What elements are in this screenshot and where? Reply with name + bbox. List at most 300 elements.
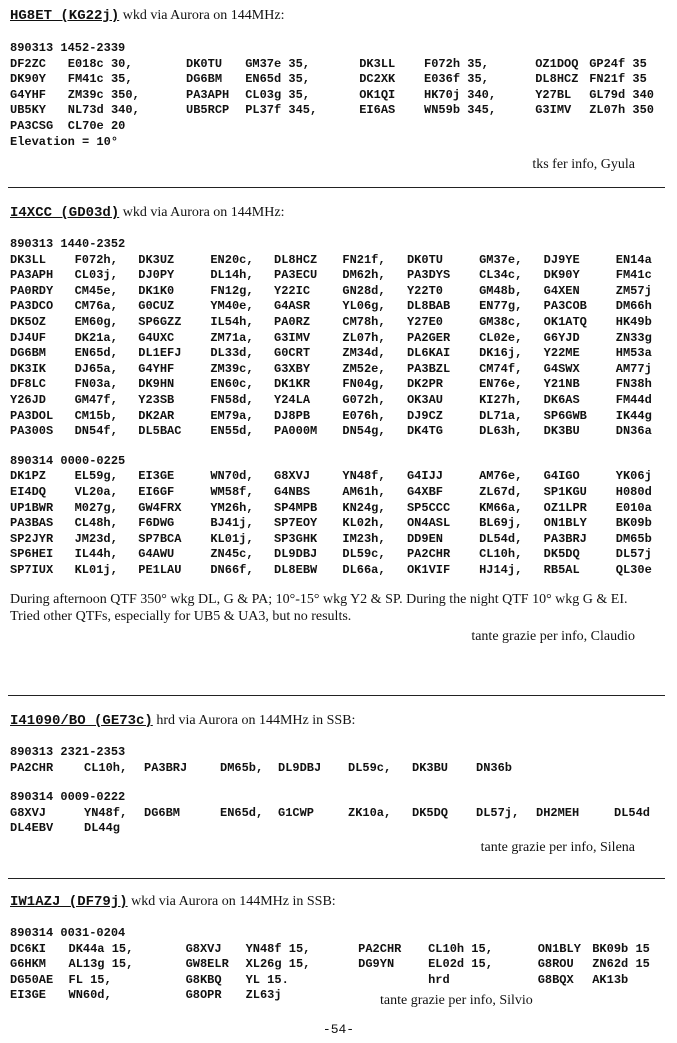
locator-cell: DJ65a, bbox=[74, 361, 118, 376]
section-divider bbox=[8, 695, 665, 696]
locator-cell: ZL67d, bbox=[479, 484, 523, 499]
callsign-cell: Y27E0 bbox=[406, 314, 443, 329]
callsign-cell: DG6BM bbox=[10, 346, 47, 361]
locator-cell: KN24g, bbox=[342, 500, 386, 515]
qso-row bbox=[10, 57, 665, 73]
callsign-cell: DL4EBV bbox=[10, 821, 54, 836]
callsign-cell: F6DWG bbox=[138, 516, 175, 531]
callsign-cell: DH2MEH bbox=[536, 805, 580, 820]
locator-cell: FM44d bbox=[615, 392, 652, 407]
locator-cell: FN04g, bbox=[342, 377, 386, 392]
locator-cell: AM61h, bbox=[342, 484, 386, 499]
callsign-cell: OK1QI bbox=[359, 87, 396, 102]
locator-cell: FN12g, bbox=[210, 283, 254, 298]
callsign-cell: PA3BZL bbox=[406, 361, 451, 376]
locator-cell: HJ14j, bbox=[479, 562, 523, 577]
locator-cell: GM37e 35, bbox=[245, 56, 310, 71]
locator-cell: DM62h, bbox=[342, 268, 386, 283]
locator-cell: EN65d, bbox=[220, 805, 264, 820]
callsign-cell: PE1LAU bbox=[138, 562, 182, 577]
locator-cell: DN66f, bbox=[210, 562, 254, 577]
qso-row bbox=[10, 469, 665, 485]
callsign-cell: PA300S bbox=[10, 424, 54, 439]
qso-row bbox=[10, 563, 665, 579]
locator-cell: ZM39c, bbox=[210, 361, 254, 376]
callsign-cell: DK2AR bbox=[138, 408, 175, 423]
callsign-cell: DK0TU bbox=[406, 252, 443, 267]
locator-cell: F072h 35, bbox=[424, 56, 489, 71]
locator-cell: H080d bbox=[615, 484, 652, 499]
locator-cell: DM65b bbox=[615, 531, 652, 546]
locator-cell: DK44a 15, bbox=[68, 941, 134, 956]
session-header: 890313 1452-2339 bbox=[10, 41, 126, 55]
locator-cell: GN28d, bbox=[342, 283, 386, 298]
session-header: 890314 0000-0225 bbox=[10, 453, 126, 468]
callsign-cell: PA3APH bbox=[186, 87, 230, 102]
locator-cell: DM66h bbox=[615, 299, 652, 314]
callsign-cell: DK1K0 bbox=[138, 283, 175, 298]
section-title bbox=[10, 894, 665, 910]
locator-cell: FM41c bbox=[615, 268, 652, 283]
callsign-cell: SP7EOY bbox=[274, 516, 318, 531]
locator-cell: CL34c, bbox=[479, 268, 523, 283]
locator-cell: CM78h, bbox=[342, 314, 386, 329]
locator-cell: IL54h, bbox=[210, 314, 254, 329]
callsign-cell: DK6AS bbox=[543, 392, 580, 407]
thanks-line: tante grazie per info, Claudio bbox=[471, 629, 635, 645]
callsign-cell: OZ1LPR bbox=[543, 500, 587, 515]
callsign-cell: SP3GHK bbox=[274, 531, 318, 546]
callsign-cell: Y22T0 bbox=[406, 283, 443, 298]
locator-cell: ZL07h 350 bbox=[589, 103, 654, 118]
callsign-cell: PA000M bbox=[274, 424, 318, 439]
locator-cell: ZK10a, bbox=[348, 805, 392, 820]
callsign-cell: DL8HCZ bbox=[274, 252, 318, 267]
callsign-cell: G4ASR bbox=[274, 299, 311, 314]
locator-cell: YN48f 15, bbox=[245, 941, 311, 956]
locator-cell: YN48f, bbox=[84, 805, 128, 820]
callsign-cell: PA2CHR bbox=[406, 547, 451, 562]
title-text: wkd via Aurora on 144MHz: bbox=[119, 205, 285, 220]
callsign-cell: DJ9CZ bbox=[406, 408, 443, 423]
qso-table bbox=[10, 57, 665, 135]
qso-row bbox=[10, 377, 665, 393]
locator-cell: CM74f, bbox=[479, 361, 523, 376]
locator-cell: DL59c, bbox=[342, 547, 386, 562]
callsign-cell: DK3IK bbox=[10, 361, 47, 376]
locator-cell: CM45e, bbox=[74, 283, 118, 298]
callsign-cell: DK90Y bbox=[543, 268, 580, 283]
locator-cell: ZL07h, bbox=[342, 330, 386, 345]
callsign-cell: PA3APH bbox=[10, 268, 54, 283]
callsign-cell: DK90Y bbox=[10, 72, 47, 87]
callsign-cell: DK3LL bbox=[359, 56, 396, 71]
locator-cell: BK09b bbox=[615, 516, 652, 531]
callsign-cell: G3XBY bbox=[274, 361, 311, 376]
locator-cell: YL06g, bbox=[342, 299, 386, 314]
locator-cell: KL01j, bbox=[74, 562, 118, 577]
locator-cell: DM65b, bbox=[220, 760, 264, 775]
callsign-cell: Y21NB bbox=[543, 377, 580, 392]
locator-cell: KI27h, bbox=[479, 392, 523, 407]
section-title bbox=[10, 713, 665, 729]
locator-cell: QL30e bbox=[615, 562, 652, 577]
locator-cell: DK16j, bbox=[479, 346, 523, 361]
locator-cell: DL63h, bbox=[479, 424, 523, 439]
callsign-cell: PA3DOL bbox=[10, 408, 54, 423]
callsign-cell: PA3DCO bbox=[10, 299, 54, 314]
locator-cell: FN58d, bbox=[210, 392, 254, 407]
callsign-cell: DK3LL bbox=[10, 252, 47, 267]
callsign-cell: ON4ASL bbox=[406, 516, 451, 531]
callsign-cell: GW8ELR bbox=[185, 957, 229, 972]
locator-cell: EN65d, bbox=[74, 346, 118, 361]
callsign-cell: G4XEN bbox=[543, 283, 580, 298]
locator-cell: GM37e, bbox=[479, 252, 523, 267]
callsign-cell bbox=[535, 119, 589, 135]
callsign-cell: DK1PZ bbox=[10, 469, 47, 484]
locator-cell: AK13b bbox=[592, 972, 629, 987]
section-divider bbox=[8, 187, 665, 188]
callsign-cell: PA2CHR bbox=[358, 941, 402, 956]
locator-cell: DN36a bbox=[615, 424, 652, 439]
locator-cell: DK21a, bbox=[74, 330, 118, 345]
qso-row bbox=[10, 393, 665, 409]
locator-cell bbox=[592, 988, 665, 1004]
callsign-cell: RB5AL bbox=[543, 562, 580, 577]
locator-cell: WM58f, bbox=[210, 484, 254, 499]
callsign-cell: DL8EBW bbox=[274, 562, 318, 577]
qso-row bbox=[10, 806, 664, 822]
title-text: hrd via Aurora on 144MHz in SSB: bbox=[152, 713, 356, 728]
callsign-cell: PA3BRJ bbox=[543, 531, 587, 546]
locator-cell: DL57j bbox=[615, 547, 652, 562]
locator-cell: DL54d, bbox=[479, 531, 523, 546]
locator-cell bbox=[424, 119, 535, 135]
locator-cell: CL02e, bbox=[479, 330, 523, 345]
callsign-cell: EI6AS bbox=[359, 103, 396, 118]
thanks-line: tante grazie per info, Silvio bbox=[380, 993, 533, 1008]
notes-paragraph: During afternoon QTF 350° wkg DL, G & PA; 10°-15° wkg Y2 & SP. During the night QTF 10° wkg G & EI. Tried other QTFs, especially for UB5 & UA3, but no results. bbox=[10, 592, 628, 625]
callsign-cell: SP6GWB bbox=[543, 408, 587, 423]
locator-cell: WN60d, bbox=[68, 988, 112, 1003]
locator-cell bbox=[245, 119, 359, 135]
callsign: IW1AZJ (DF79j) bbox=[10, 894, 128, 910]
callsign-cell: DK1KR bbox=[274, 377, 311, 392]
callsign-cell: Y22ME bbox=[543, 346, 580, 361]
callsign-cell: G4SWX bbox=[543, 361, 580, 376]
locator-cell: DL33d, bbox=[210, 346, 254, 361]
locator-cell: NL73d 340, bbox=[67, 103, 140, 118]
locator-cell: FN03a, bbox=[74, 377, 118, 392]
callsign-cell bbox=[186, 119, 245, 135]
qso-row bbox=[10, 72, 665, 88]
callsign-cell: DL9DBJ bbox=[278, 760, 322, 775]
qso-row bbox=[10, 253, 665, 269]
session-header: 890313 2321-2353 bbox=[10, 745, 126, 759]
locator-cell: DL57j, bbox=[476, 805, 520, 820]
locator-cell: YM40e, bbox=[210, 299, 254, 314]
locator-cell: hrd bbox=[428, 972, 450, 987]
callsign-cell: DL5BAC bbox=[138, 424, 182, 439]
locator-cell: EL02d 15, bbox=[428, 957, 493, 972]
callsign-cell: Y22IC bbox=[274, 283, 311, 298]
locator-cell: HK49b bbox=[615, 314, 652, 329]
callsign-cell: DK0TU bbox=[186, 56, 223, 71]
callsign-cell: DJ8PB bbox=[274, 408, 311, 423]
qso-row bbox=[10, 942, 665, 958]
callsign-cell: G4YHF bbox=[10, 87, 47, 102]
locator-cell: AL13g 15, bbox=[68, 957, 134, 972]
locator-cell: GP24f 35 bbox=[589, 56, 647, 71]
callsign-cell: SP5CCC bbox=[406, 500, 451, 515]
callsign-cell: G6YJD bbox=[543, 330, 580, 345]
callsign-cell: G8KBQ bbox=[185, 972, 222, 987]
callsign-cell: DK5OZ bbox=[10, 314, 47, 329]
qso-table bbox=[10, 806, 664, 837]
locator-cell bbox=[476, 821, 536, 837]
qso-row bbox=[10, 284, 665, 300]
callsign-cell: G4IGO bbox=[543, 469, 580, 484]
section-hg8et bbox=[10, 8, 665, 173]
callsign-cell: ON1BLY bbox=[543, 516, 587, 531]
locator-cell: EN55d, bbox=[210, 424, 254, 439]
callsign-cell: EI6GF bbox=[138, 484, 175, 499]
callsign-cell: G0CUZ bbox=[138, 299, 175, 314]
locator-cell: E036f 35, bbox=[424, 72, 489, 87]
callsign-cell: G3IMV bbox=[274, 330, 311, 345]
qso-row bbox=[10, 821, 664, 837]
callsign-cell: G8ROU bbox=[537, 957, 574, 972]
locator-cell: DL14h, bbox=[210, 268, 254, 283]
locator-cell: EM79a, bbox=[210, 408, 254, 423]
callsign-cell: DL9DBJ bbox=[274, 547, 318, 562]
callsign-cell: PA3COB bbox=[543, 299, 587, 314]
thanks-line: tks fer info, Gyula bbox=[532, 157, 635, 173]
callsign-cell: G3IMV bbox=[535, 103, 572, 118]
locator-cell: DN54f, bbox=[74, 424, 118, 439]
callsign-cell: G0CRT bbox=[274, 346, 311, 361]
callsign-cell: PA3ECU bbox=[274, 268, 318, 283]
locator-cell: AM76e, bbox=[479, 469, 523, 484]
locator-cell: ZM57j bbox=[615, 283, 652, 298]
callsign-cell: DC6KI bbox=[10, 941, 47, 956]
locator-cell: DL54d bbox=[614, 805, 651, 820]
locator-cell: YK06j bbox=[615, 469, 652, 484]
callsign-cell: DC2XK bbox=[359, 72, 396, 87]
callsign-cell: DG6BM bbox=[186, 72, 223, 87]
callsign-cell: DG50AE bbox=[10, 972, 54, 987]
qso-row bbox=[10, 547, 665, 563]
callsign-cell: OZ1DOQ bbox=[535, 56, 579, 71]
callsign-cell: DD9EN bbox=[406, 531, 443, 546]
session-header: 890314 0031-0204 bbox=[10, 926, 126, 940]
locator-cell: AM77j bbox=[615, 361, 652, 376]
callsign-cell bbox=[412, 821, 476, 837]
locator-cell: DL44g bbox=[84, 821, 121, 836]
locator-cell: HK70j 340, bbox=[424, 87, 497, 102]
callsign-cell: DK3UZ bbox=[138, 252, 175, 267]
locator-cell: CL10h, bbox=[479, 547, 523, 562]
thanks-line: tante grazie per info, Silena bbox=[480, 839, 635, 855]
locator-cell: CL10h, bbox=[84, 760, 128, 775]
locator-cell: YN48f, bbox=[342, 469, 386, 484]
locator-cell: VL20a, bbox=[74, 484, 118, 499]
callsign-cell bbox=[358, 973, 428, 989]
callsign-cell: PA0RDY bbox=[10, 283, 54, 298]
qso-row bbox=[10, 957, 665, 973]
callsign-cell: Y27BL bbox=[535, 87, 572, 102]
callsign-cell: G4UXC bbox=[138, 330, 175, 345]
session-header: 890313 1440-2352 bbox=[10, 237, 126, 251]
callsign-cell: PA3DYS bbox=[406, 268, 451, 283]
callsign-cell: GW4FRX bbox=[138, 500, 182, 515]
qso-row bbox=[10, 973, 665, 989]
callsign: HG8ET (KG22j) bbox=[10, 8, 120, 24]
callsign-cell bbox=[359, 119, 424, 135]
locator-cell: ZN45c, bbox=[210, 547, 254, 562]
locator-cell: EN60c, bbox=[210, 377, 254, 392]
callsign-cell: G6HKM bbox=[10, 957, 47, 972]
callsign-cell: DK9HN bbox=[138, 377, 175, 392]
callsign-cell: OK3AU bbox=[406, 392, 443, 407]
qso-row bbox=[10, 424, 665, 440]
callsign-cell: DL1EFJ bbox=[138, 346, 182, 361]
locator-cell: YM26h, bbox=[210, 500, 254, 515]
callsign-cell: DL8BAB bbox=[406, 299, 451, 314]
callsign-cell: G4XBF bbox=[406, 484, 443, 499]
locator-cell: HM53a bbox=[615, 346, 652, 361]
callsign-cell: G4NBS bbox=[274, 484, 311, 499]
callsign-cell: ON1BLY bbox=[537, 941, 581, 956]
locator-cell: BJ41j, bbox=[210, 516, 254, 531]
callsign-cell: G8XVJ bbox=[10, 805, 47, 820]
callsign-cell: OK1ATQ bbox=[543, 314, 587, 329]
locator-cell: YL 15. bbox=[245, 972, 289, 987]
locator-cell: E010a bbox=[615, 500, 652, 515]
qso-row bbox=[10, 362, 665, 378]
callsign-cell: PA0RZ bbox=[274, 314, 311, 329]
callsign-cell: G4IJJ bbox=[406, 469, 443, 484]
locator-cell bbox=[614, 821, 664, 837]
locator-cell: GM38c, bbox=[479, 314, 523, 329]
qso-row bbox=[10, 299, 665, 315]
locator-cell bbox=[348, 821, 412, 837]
locator-cell: EL59g, bbox=[74, 469, 118, 484]
locator-cell: E018c 30, bbox=[67, 56, 133, 71]
callsign-cell: Y23SB bbox=[138, 392, 175, 407]
callsign: I41090/BO (GE73c) bbox=[10, 713, 153, 729]
locator-cell: JM23d, bbox=[74, 531, 118, 546]
callsign-cell: DG6BM bbox=[144, 805, 181, 820]
locator-cell: IL44h, bbox=[74, 547, 118, 562]
locator-cell: ZN33g bbox=[615, 330, 652, 345]
callsign-cell: SP7IUX bbox=[10, 562, 54, 577]
locator-cell: DN36b bbox=[476, 760, 513, 775]
callsign: I4XCC (GD03d) bbox=[10, 205, 120, 221]
qso-table bbox=[10, 761, 536, 777]
locator-cell: KM66a, bbox=[479, 500, 523, 515]
callsign-cell bbox=[278, 821, 348, 837]
callsign-cell: EI3GE bbox=[10, 988, 47, 1003]
locator-cell: EN14a bbox=[615, 252, 652, 267]
qso-row bbox=[10, 485, 665, 501]
session-header: 890314 0009-0222 bbox=[10, 790, 126, 805]
callsign-cell: DK5DQ bbox=[412, 805, 449, 820]
qso-row bbox=[10, 268, 665, 284]
callsign-cell: DG9YN bbox=[358, 957, 395, 972]
locator-cell: BK09b 15 bbox=[592, 941, 650, 956]
callsign-cell bbox=[538, 988, 593, 1004]
callsign-cell: EI3GE bbox=[138, 469, 175, 484]
qso-row bbox=[10, 315, 665, 331]
locator-cell: CL48h, bbox=[74, 516, 118, 531]
callsign-cell: Y26JD bbox=[10, 392, 47, 407]
callsign-cell: G4AWU bbox=[138, 547, 175, 562]
callsign-cell: DF2ZC bbox=[10, 56, 47, 71]
locator-cell: GL79d 340 bbox=[589, 87, 654, 102]
callsign-cell bbox=[536, 821, 614, 837]
locator-cell: DN54g, bbox=[342, 424, 386, 439]
callsign-cell: SP6GZZ bbox=[138, 314, 182, 329]
locator-cell: BL69j, bbox=[479, 516, 523, 531]
locator-cell: CL03j, bbox=[74, 268, 118, 283]
locator-cell: KL01j, bbox=[210, 531, 254, 546]
callsign-cell: DK5DQ bbox=[543, 547, 580, 562]
callsign-cell: SP4MPB bbox=[274, 500, 318, 515]
title-text: wkd via Aurora on 144MHz: bbox=[119, 8, 285, 23]
locator-cell: ZM39c 350, bbox=[67, 87, 140, 102]
qso-table bbox=[10, 253, 665, 440]
callsign-cell: DK3BU bbox=[543, 424, 580, 439]
callsign-cell: PA2CHR bbox=[10, 760, 54, 775]
locator-cell: FL 15, bbox=[68, 972, 112, 987]
callsign-cell: PA3BAS bbox=[10, 516, 54, 531]
callsign-cell bbox=[144, 821, 220, 837]
callsign-cell: G4YHF bbox=[138, 361, 175, 376]
callsign-cell: G8BQX bbox=[537, 972, 574, 987]
qso-row bbox=[10, 119, 665, 135]
locator-cell: EM60g, bbox=[74, 314, 118, 329]
callsign-cell: Y24LA bbox=[274, 392, 311, 407]
callsign-cell: DL6KAI bbox=[406, 346, 451, 361]
page-number: -54- bbox=[322, 1022, 355, 1037]
callsign-cell: DJ9YE bbox=[543, 252, 580, 267]
locator-cell: WN59b 345, bbox=[424, 103, 497, 118]
callsign-cell: DL8HCZ bbox=[535, 72, 579, 87]
locator-cell: F072h, bbox=[74, 252, 118, 267]
callsign-cell: UB5KY bbox=[10, 103, 47, 118]
section-title bbox=[10, 8, 665, 24]
locator-cell: CL70e 20 bbox=[67, 118, 126, 133]
locator-cell: GM48b, bbox=[479, 283, 523, 298]
qso-row bbox=[10, 501, 665, 517]
locator-cell: FM41c 35, bbox=[67, 72, 133, 87]
qso-row bbox=[10, 331, 665, 347]
elevation-line: Elevation = 10° bbox=[10, 134, 119, 149]
locator-cell: ZM34d, bbox=[342, 346, 386, 361]
locator-cell: EN20c, bbox=[210, 252, 254, 267]
section-i4xcc bbox=[10, 205, 665, 645]
callsign-cell: SP7BCA bbox=[138, 531, 182, 546]
callsign-cell: SP1KGU bbox=[543, 484, 587, 499]
qso-row bbox=[10, 409, 665, 425]
qso-table bbox=[10, 469, 665, 578]
locator-cell: G072h, bbox=[342, 392, 386, 407]
locator-cell: ZL63j bbox=[245, 988, 282, 1003]
locator-cell: ZN62d 15 bbox=[592, 957, 650, 972]
section-divider bbox=[8, 878, 665, 879]
